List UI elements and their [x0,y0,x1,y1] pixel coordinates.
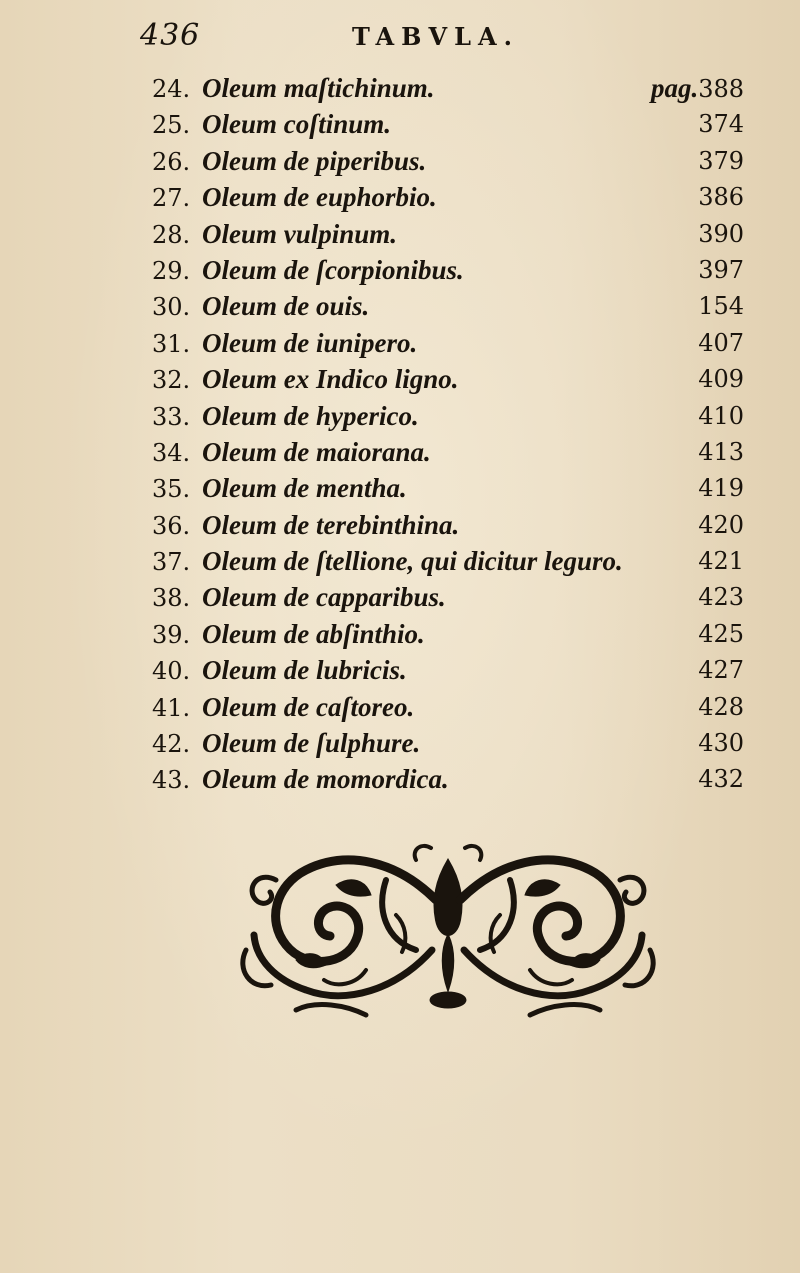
index-entry [140,579,760,615]
page-value: 430 [698,729,744,758]
index-entry [140,179,760,215]
index-entry [140,398,760,434]
entry-page-reference [698,543,744,579]
index-entry [140,70,760,106]
entry-title: Oleum de euphorbio. [202,182,437,213]
index-entry [140,725,760,761]
entry-page-reference [698,216,744,252]
entry-number: 39. [152,620,191,649]
index-entry [140,470,760,506]
index-list [140,70,760,798]
entry-title: Oleum de momordica. [202,764,449,795]
index-entry [140,543,760,579]
entry-title: Oleum maſtichinum. [202,73,435,103]
entry-title: Oleum de hyperico. [202,400,419,431]
index-entry [140,252,760,288]
entry-page-reference [698,434,744,470]
entry-number: 27. [152,184,191,213]
page-value: 407 [698,328,744,357]
page-value: 154 [698,292,744,321]
page-value: 419 [698,474,744,503]
entry-title: Oleum de terebinthina. [202,509,460,540]
entry-number: 31. [152,329,191,358]
entry-number: 24. [152,75,191,103]
entry-page-reference [698,725,744,761]
entry-title: Oleum de abſinthio. [202,618,425,649]
index-entry [140,507,760,543]
entry-number: 25. [152,111,191,140]
index-entry [140,288,760,324]
entry-title: Oleum de lubricis. [202,655,407,686]
page-value: 388 [698,75,744,103]
woodcut-foliage-ornament-icon [236,840,660,1020]
entry-number: 29. [152,256,191,285]
index-entry [140,106,760,142]
entry-title: Oleum ex Indico ligno. [202,364,459,395]
entry-title: Oleum de caſtoreo. [202,691,415,722]
entry-page-reference [698,179,744,215]
entry-page-reference [698,507,744,543]
index-entry [140,434,760,470]
entry-number: 38. [152,584,191,613]
entry-number: 42. [152,730,191,759]
page-value: 421 [698,547,744,576]
entry-number: 34. [152,438,191,467]
page-value: 428 [698,692,744,721]
entry-title: Oleum de ſcorpionibus. [202,254,464,285]
entry-number: 32. [152,366,191,395]
entry-number: 37. [152,548,191,577]
page-value: 423 [698,583,744,612]
entry-title: Oleum de capparibus. [202,582,446,613]
page-number: 436 [140,18,201,53]
entry-page-reference [698,579,744,615]
entry-page-reference [698,288,744,324]
entry-page-reference [698,361,744,397]
entry-number: 35. [152,475,191,504]
running-title: TABVLA. [352,22,519,51]
entry-page-reference [698,398,744,434]
entry-title: Oleum de mentha. [202,473,407,504]
entry-page-reference [698,689,744,725]
page-value: 374 [698,110,744,139]
entry-page-reference [651,70,744,107]
entry-number: 40. [152,657,191,686]
page-header [140,18,700,68]
page-value: 413 [698,437,744,466]
entry-number: 33. [152,402,191,431]
index-entry [140,361,760,397]
index-entry [140,689,760,725]
entry-title: Oleum de piperibus. [202,145,427,176]
entry-page-reference [698,616,744,652]
entry-number: 43. [152,766,191,795]
entry-title: Oleum de maiorana. [202,436,431,467]
entry-number: 41. [152,693,191,722]
page-value: 425 [698,619,744,648]
entry-page-reference [698,106,744,142]
entry-page-reference [698,470,744,506]
index-entry [140,652,760,688]
page-value: 379 [698,146,744,175]
index-entry [140,761,760,797]
page-value: 409 [698,365,744,394]
entry-page-reference [698,325,744,361]
index-entry [140,325,760,361]
page-value: 390 [698,219,744,248]
page-label: pag. [650,73,699,103]
page-value: 397 [698,255,744,284]
index-entry [140,143,760,179]
entry-page-reference [698,252,744,288]
page-value: 410 [698,401,744,430]
entry-title: Oleum vulpinum. [202,218,398,249]
entry-title: Oleum de iunipero. [202,327,418,358]
page-value: 427 [698,656,744,685]
entry-title: Oleum de ouis. [202,291,370,322]
entry-number: 28. [152,220,191,249]
entry-page-reference [698,761,744,797]
index-entry [140,616,760,652]
page-value: 432 [698,765,744,794]
index-entry [140,216,760,252]
entry-number: 30. [152,293,191,322]
entry-page-reference [698,652,744,688]
entry-title: Oleum coſtinum. [202,109,392,140]
page-value: 386 [698,183,744,212]
entry-number: 26. [152,147,191,176]
entry-title: Oleum de ſtellione, qui dicitur leguro. [202,546,623,577]
page-value: 420 [698,510,744,539]
entry-title: Oleum de ſulphure. [202,728,421,759]
entry-number: 36. [152,511,191,540]
entry-page-reference [698,143,744,179]
